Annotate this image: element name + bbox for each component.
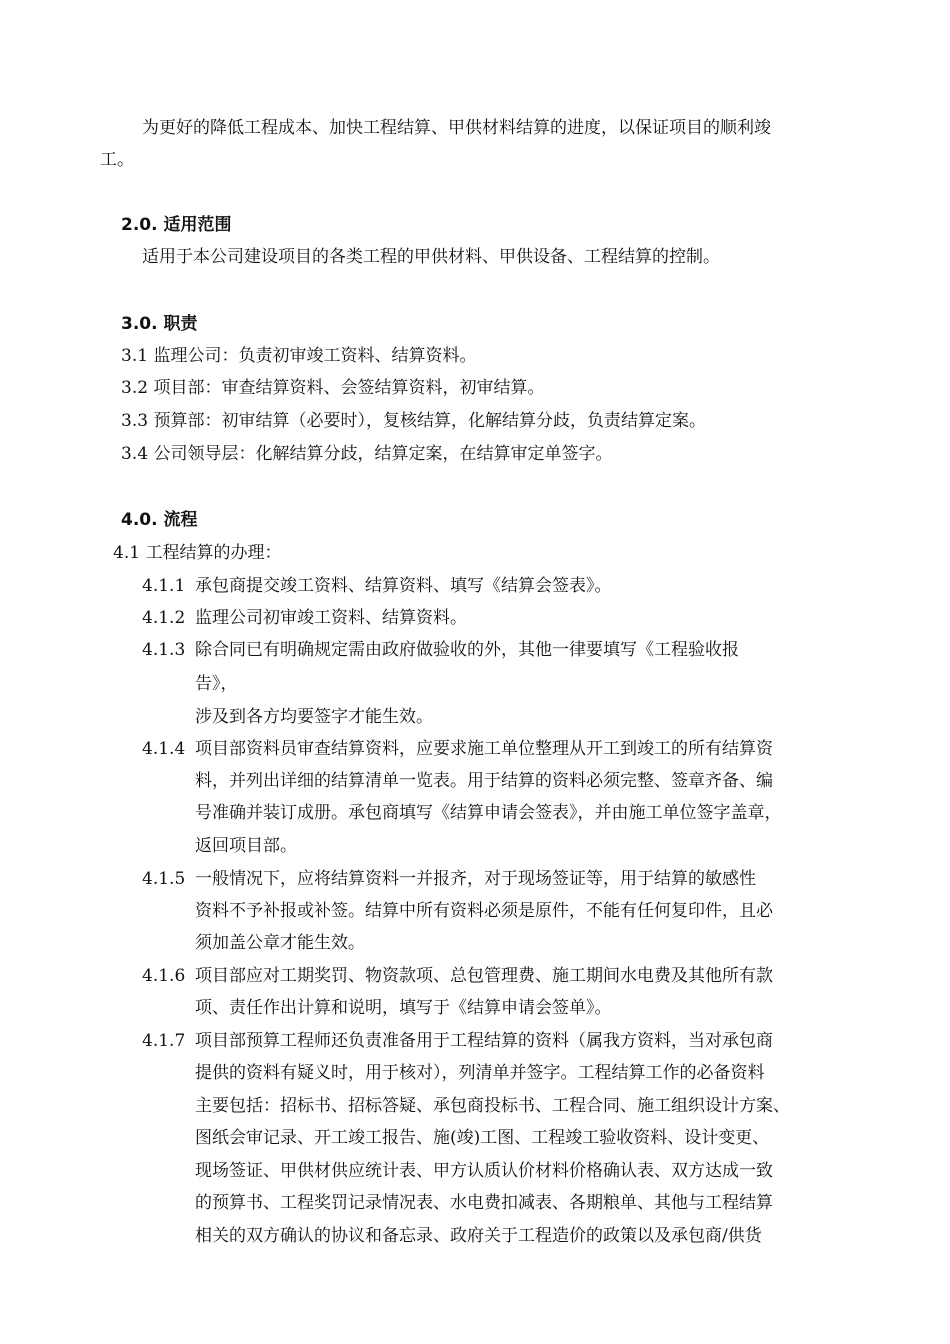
step-text: 现场签证、甲供材供应统计表、甲方认质认价材料价格确认表、双方达成一致 [195,1161,773,1181]
duty-item: 3.3 预算部：初审结算（必要时），复核结算，化解结算分歧，负责结算定案。 [121,411,706,431]
duty-item: 3.4 公司领导层：化解结算分歧，结算定案，在结算审定单签字。 [121,444,613,464]
step-text: 图纸会审记录、开工竣工报告、施(竣)工图、工程竣工验收资料、设计变更、 [195,1128,770,1148]
duty-item: 3.1 监理公司：负责初审竣工资料、结算资料。 [121,346,477,366]
intro-line-2: 工。 [100,150,134,170]
step-text: 涉及到各方均要签字才能生效。 [195,707,433,727]
step-text: 资料不予补报或补签。结算中所有资料必须是原件，不能有任何复印件，且必 [195,901,773,921]
duty-item: 3.2 项目部：审查结算资料、会签结算资料，初审结算。 [121,378,545,398]
step-text: 返回项目部。 [195,836,297,856]
scope-text: 适用于本公司建设项目的各类工程的甲供材料、甲供设备、工程结算的控制。 [142,247,720,267]
step-text: 项目部预算工程师还负责准备用于工程结算的资料（属我方资料，当对承包商 [195,1031,773,1051]
intro-line-1: 为更好的降低工程成本、加快工程结算、甲供材料结算的进度，以保证项目的顺利竣 [142,118,771,138]
scope-heading: 2.0. 适用范围 [121,215,232,235]
step-text: 一般情况下，应将结算资料一并报齐，对于现场签证等，用于结算的敏感性 [195,869,756,889]
step-text: 料，并列出详细的结算清单一览表。用于结算的资料必须完整、签章齐备、编 [195,771,773,791]
step-number: 4.1.3 [142,640,186,660]
step-number: 4.1.2 [142,608,186,628]
duties-heading: 3.0. 职责 [121,314,198,334]
step-text: 须加盖公章才能生效。 [195,933,365,953]
step-number: 4.1.6 [142,966,186,986]
step-number: 4.1.7 [142,1031,186,1051]
process-heading: 4.0. 流程 [121,510,198,530]
step-text: 的预算书、工程奖罚记录情况表、水电费扣减表、各期粮单、其他与工程结算 [195,1193,773,1213]
step-number: 4.1.5 [142,869,186,889]
step-number: 4.1.1 [142,576,186,596]
step-text: 除合同已有明确规定需由政府做验收的外，其他一律要填写《工程验收报 [195,640,739,660]
step-number: 4.1.4 [142,739,186,759]
step-text: 项、责任作出计算和说明，填写于《结算申请会签单》。 [195,998,612,1018]
step-text: 相关的双方确认的协议和备忘录、政府关于工程造价的政策以及承包商/供货 [195,1226,762,1246]
step-text: 监理公司初审竣工资料、结算资料。 [195,608,467,628]
step-text: 告》， [195,674,238,694]
step-text: 项目部资料员审查结算资料，应要求施工单位整理从开工到竣工的所有结算资 [195,739,773,759]
step-text: 号准确并装订成册。承包商填写《结算申请会签表》，并由施工单位签字盖章， [195,803,782,823]
step-text: 主要包括：招标书、招标答疑、承包商投标书、工程合同、施工组织设计方案、 [195,1096,790,1116]
step-text: 项目部应对工期奖罚、物资款项、总包管理费、施工期间水电费及其他所有款 [195,966,773,986]
step-text: 提供的资料有疑义时，用于核对），列清单并签字。工程结算工作的必备资料 [195,1063,765,1083]
process-subheading: 4.1 工程结算的办理： [113,543,282,563]
step-text: 承包商提交竣工资料、结算资料、填写《结算会签表》。 [195,576,612,596]
